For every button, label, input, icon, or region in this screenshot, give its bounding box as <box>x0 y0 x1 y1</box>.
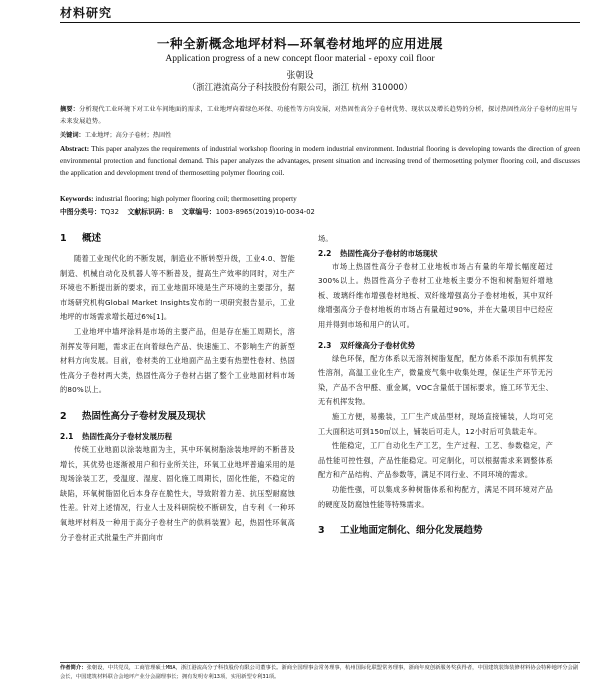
section-title: 概述 <box>82 233 102 244</box>
abstract-en-text: This paper analyzes the requirements of industrial workshop flooring in modern industrial environment. Industrial flooring is developing towards the direction of green environmental protection and functional demand. This paper analyzes the advantages, present situation and increasing trend of thermosetting polymer flooring coil, and discusses the application and development trend of thermosetting polymer flooring coil. <box>60 145 580 177</box>
paragraph: 工业地坪中墙坪涂料是市场的主要产品，但是存在施工周期长，溶剂挥发等问题，需求正在向着绿色产品、快速施工、不影响生产的新型材料方向发展。目前，卷材类的工业地面产品主要有热塑性卷材、热固性高分子卷材两大类，热固性高分子卷材占据了整个工业地面材料市场的80%以上。 <box>60 326 295 395</box>
classification-line <box>60 206 580 218</box>
author-affiliation: （浙江港流高分子科技股份有限公司，浙江 杭州 310000） <box>187 83 413 93</box>
section-title: 工业地面定制化、细分化发展趋势 <box>340 525 483 537</box>
paragraph: 市场上热固性高分子卷材工业地板市场占有量的年增长幅度超过300%以上。热固性高分子卷材工业地板主要分不饱和树脂短纤增地板、玻璃纤维布增强卷材地板、双纤缘增强高分子卷材地板，其中双纤缘增强高分子卷材地板的市场占有量超过90%，并在大量项目中已经应用并得到市场和用户的认可。 <box>318 261 553 329</box>
keywords-en <box>60 193 580 205</box>
paragraph: 传统工业地面以涂装地面为主，其中环氧树脂涂装地坪的不断普及增长，其优势也逐渐被用户和行业所关注，环氧工业地坪普遍采用的是现场涂装工艺，受温度、湿度、固化施工周期长，固化性能，不稳定的缺陷，环氧树脂固化后本身存在脆性大，导致附着力差、抗压型耐腐蚀性差。针对上述情况，行业人士及科研院校不断研发，自专利《一种环氧地坪材料及一种用于高分子卷材生产的供料装置》起，热固性环氧高分子卷材正式批量生产并面向市 <box>60 444 295 542</box>
section-title: 热固性高分子卷材发展及现状 <box>82 410 206 422</box>
footnote-label: 作者简介： <box>60 665 87 671</box>
section-heading <box>60 232 295 246</box>
author-name: 张朝设 <box>286 71 314 81</box>
abstract-en-label: Abstract: <box>60 145 90 153</box>
section-heading <box>318 524 553 538</box>
keywords-zh-label: 关键词： <box>60 132 85 139</box>
abstract-zh-label: 摘要： <box>60 106 80 113</box>
footnote-rule <box>60 662 580 663</box>
doc-code-value: B <box>168 208 174 216</box>
subsection-number: 2.2 <box>318 248 332 258</box>
abstract-zh-text: 分析现代工业环境下对工业车间地面的需求，工业地坪向着绿色环保、功能性等方向发展，对热固性高分子卷材优势、现状以及增长趋势的分析，探讨热固性高分子卷材的应用与未来发展趋势。 <box>60 106 578 125</box>
subsection-title: 热固性高分子卷材的市场现状 <box>340 248 438 258</box>
subsection-number: 2.1 <box>60 431 74 441</box>
clc-value: TQ32 <box>100 208 119 216</box>
subsection-heading <box>318 339 553 352</box>
subsection-heading <box>318 247 553 260</box>
column-label: 材料研究 <box>60 6 113 20</box>
running-header <box>60 6 580 23</box>
author-footnote <box>60 664 580 684</box>
body-column-right <box>318 232 553 660</box>
paragraph-continuation: 场。 <box>318 234 333 243</box>
subsection-heading <box>60 430 295 443</box>
paragraph: 性能稳定，工厂自动化生产工艺，生产过程、工艺、参数稳定，产品性能可控性强，产品性能稳定。可定制化，可以根据需求来调整体系配方和产品结构、产品参数等，满足不同行业、不同环境的需求。 <box>318 441 553 480</box>
paragraph: 施工方便，易搬装，工厂生产成品型材，现场直接铺装，人均可完工大面积达可到150㎡以上，铺装后可走人，12小时后可负载走车。 <box>318 411 553 436</box>
abstract-en <box>60 143 580 191</box>
subsection-number: 2.3 <box>318 340 332 350</box>
paragraph: 功能性强，可以集成多种树脂体系和构配方，满足不同环境对产品的硬度及防腐蚀性能等特殊需求。 <box>318 484 553 509</box>
section-heading <box>60 410 295 424</box>
article-id-label: 文章编号： <box>181 208 216 216</box>
keywords-zh <box>60 130 580 142</box>
keywords-zh-text: 工业地坪；高分子卷材；热固性 <box>84 132 172 139</box>
paragraph: 绿色环保，配方体系以无溶剂树脂复配，配方体系不添加有机挥发性溶剂，高温工业化生产，微量废气集中收集处理，保证生产环节无污染，产品不含甲醛、重金属，VOC含量低于国标要求，施工环节无尘、无有机挥发物。 <box>318 353 553 407</box>
article-id-value: 1003-8965(2019)10-0034-02 <box>215 208 315 216</box>
clc-label: 中图分类号： <box>60 208 101 216</box>
body-column-left <box>60 232 295 660</box>
section-number: 1 <box>60 233 67 244</box>
section-number: 2 <box>60 410 67 422</box>
footnote-text: 张朝设，中共党员，工商管理硕士MBA，浙江港流高分子科技股份有限公司董事长。浙商全国理事会常务理事，杭州国际化联盟常务理事，浙商年度创新服务奖获得者，中国建筑装饰装修材料协会特种地坪分会副会长，中国建筑材料联合会地坪产业分会副理事长；拥有发明专利13项，实用新型专利31项。 <box>60 665 579 680</box>
doc-code-label: 文献标识码： <box>127 208 169 216</box>
keywords-en-label: Keywords: <box>60 195 94 203</box>
keywords-en-text: industrial flooring; high polymer flooring coil; thermosetting property <box>95 195 297 203</box>
subsection-title: 热固性高分子卷材发展历程 <box>82 431 172 441</box>
subsection-title: 双纤缘高分子卷材优势 <box>340 340 415 350</box>
paragraph: 随着工业现代化的不断发展，制造业不断转型升级，工业4.0、智能制造、机械自动化及机器人等不断普及，提高生产效率的同时，对生产环境也不断提出新的要求，而工业地面环境是生产环境的主要部分，据市场研究机构Global Market Insights发布的一项研究报告显示，工业地坪的市场需求增长超过6%[1]。 <box>60 254 295 322</box>
article-title-zh: 一种全新概念地坪材料—环氧卷材地坪的应用进展 <box>156 36 443 51</box>
section-number: 3 <box>318 525 325 537</box>
article-title-en: Application progress of a new concept floor material - epoxy coil floor <box>165 54 435 64</box>
abstract-zh <box>60 104 580 128</box>
